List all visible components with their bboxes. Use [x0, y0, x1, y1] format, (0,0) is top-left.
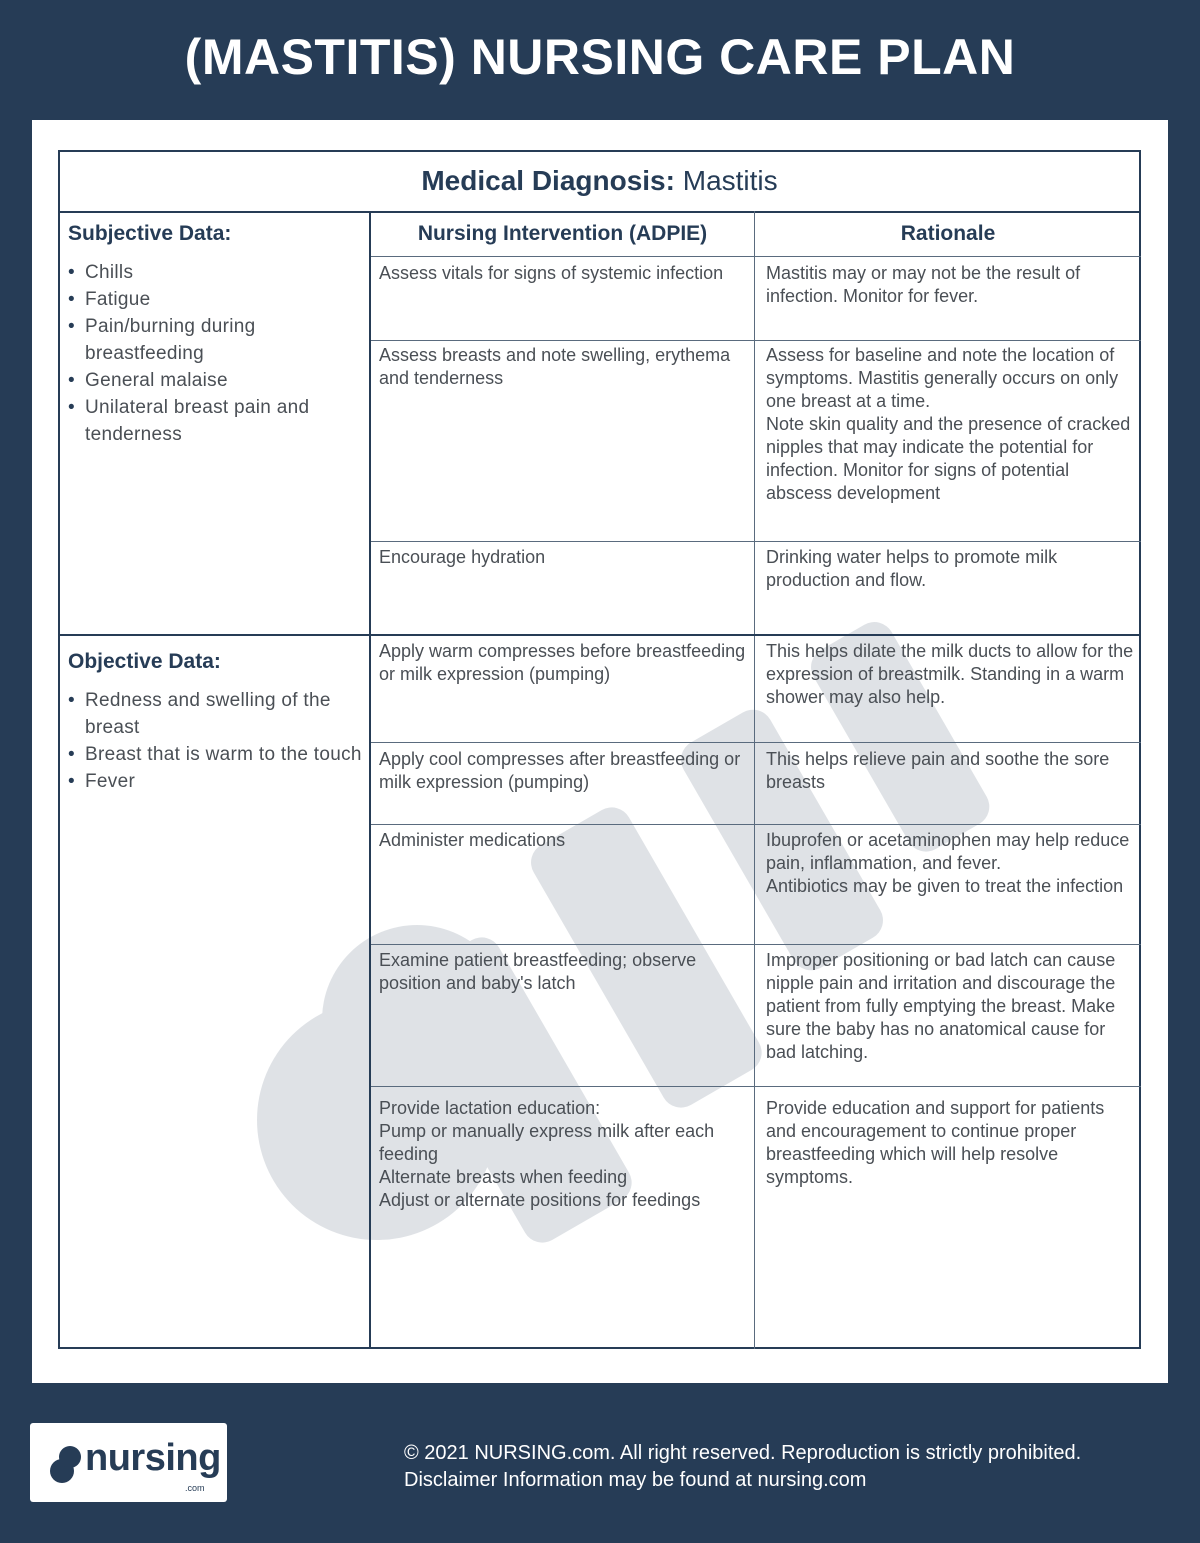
rationale-header: Rationale [900, 222, 996, 245]
intervention-cell: Apply warm compresses before breastfeeding or milk expression (pumping) [379, 641, 746, 684]
intervention-cell: Assess vitals for signs of systemic infection [379, 263, 724, 283]
row-divider [371, 340, 1141, 341]
list-item: • Unilateral breast pain and tenderness [68, 394, 363, 448]
intervention-cell: Administer medications [379, 830, 566, 850]
list-item: • Fever [68, 768, 363, 795]
subjective-data-section [68, 222, 363, 448]
objective-data-list [68, 687, 363, 795]
row-divider [371, 1086, 1141, 1087]
column-divider-2 [754, 211, 755, 1349]
rationale-cell: Provide education and support for patients and encouragement to continue proper breastfeeding which will help resolve symptoms. [766, 1098, 1105, 1187]
row-divider [371, 541, 1141, 542]
diagnosis-value: Mastitis [682, 165, 778, 196]
rationale-cell: Mastitis may or may not be the result of infection. Monitor for fever. [766, 263, 1081, 306]
list-item: • Fatigue [68, 286, 363, 313]
care-plan-sheet [32, 120, 1168, 1383]
list-item: • Redness and swelling of the breast [68, 687, 363, 741]
nursing-logo-icon [48, 1443, 88, 1485]
rationale-cell: Assess for baseline and note the location of symptoms. Mastitis generally occurs on only one breast at a time. Note skin quality and the presence of cracked nipples that may indicate the potential for infection. Monitor for signs of potential abscess development [766, 345, 1131, 503]
objective-data-section [68, 650, 363, 795]
rationale-cell: Ibuprofen or acetaminophen may help reduce pain, inflammation, and fever. Antibiotics may be given to treat the infection [766, 830, 1130, 896]
list-item: • Chills [68, 259, 363, 286]
diagnosis-label: Medical Diagnosis: [421, 165, 675, 196]
rationale-cell: This helps dilate the milk ducts to allow for the expression of breastmilk. Standing in a warm shower may also help. [766, 641, 1134, 707]
intervention-cell: Provide lactation education: Pump or manually express milk after each feeding Alternate breasts when feeding Adjust or alternate positions for feedings [379, 1098, 715, 1210]
logo-wordmark: nursing [85, 1437, 221, 1479]
objective-data-title: Objective Data: [68, 650, 221, 673]
page-title: (MASTITIS) NURSING CARE PLAN [184, 29, 1016, 85]
intervention-cell: Examine patient breastfeeding; observe position and baby's latch [379, 950, 697, 993]
logo-suffix: .com [185, 1483, 205, 1493]
rationale-cell: Improper positioning or bad latch can cause nipple pain and irritation and discourage the patient from fully emptying the breast. Make sure the baby has no anatomical cause for bad latching. [766, 950, 1116, 1062]
intervention-cell: Assess breasts and note swelling, erythema and tenderness [379, 345, 731, 388]
row-divider [371, 742, 1141, 743]
section-divider [60, 634, 1141, 636]
header-divider [371, 256, 1141, 257]
disclaimer-line: Disclaimer Information may be found at nursing.com [404, 1469, 867, 1491]
list-item: • Breast that is warm to the touch [68, 741, 363, 768]
footer-text [404, 1440, 1081, 1494]
intervention-cell: Apply cool compresses after breastfeeding or milk expression (pumping) [379, 749, 741, 792]
column-divider-1 [369, 211, 371, 1349]
row-divider [371, 944, 1141, 945]
nursing-logo[interactable] [30, 1423, 227, 1502]
subjective-data-title: Subjective Data: [68, 222, 232, 245]
intervention-header: Nursing Intervention (ADPIE) [417, 222, 708, 245]
copyright-line: © 2021 NURSING.com. All right reserved. Reproduction is strictly prohibited. [404, 1442, 1082, 1464]
rationale-cell: Drinking water helps to promote milk production and flow. [766, 547, 1058, 590]
rationale-cell: This helps relieve pain and soothe the sore breasts [766, 749, 1110, 792]
subjective-data-list [68, 259, 363, 448]
list-item: • General malaise [68, 367, 363, 394]
medical-diagnosis-row [60, 152, 1139, 213]
care-plan-table [58, 150, 1141, 1349]
row-divider [371, 824, 1141, 825]
list-item: • Pain/burning during breastfeeding [68, 313, 363, 367]
intervention-cell: Encourage hydration [379, 547, 546, 567]
